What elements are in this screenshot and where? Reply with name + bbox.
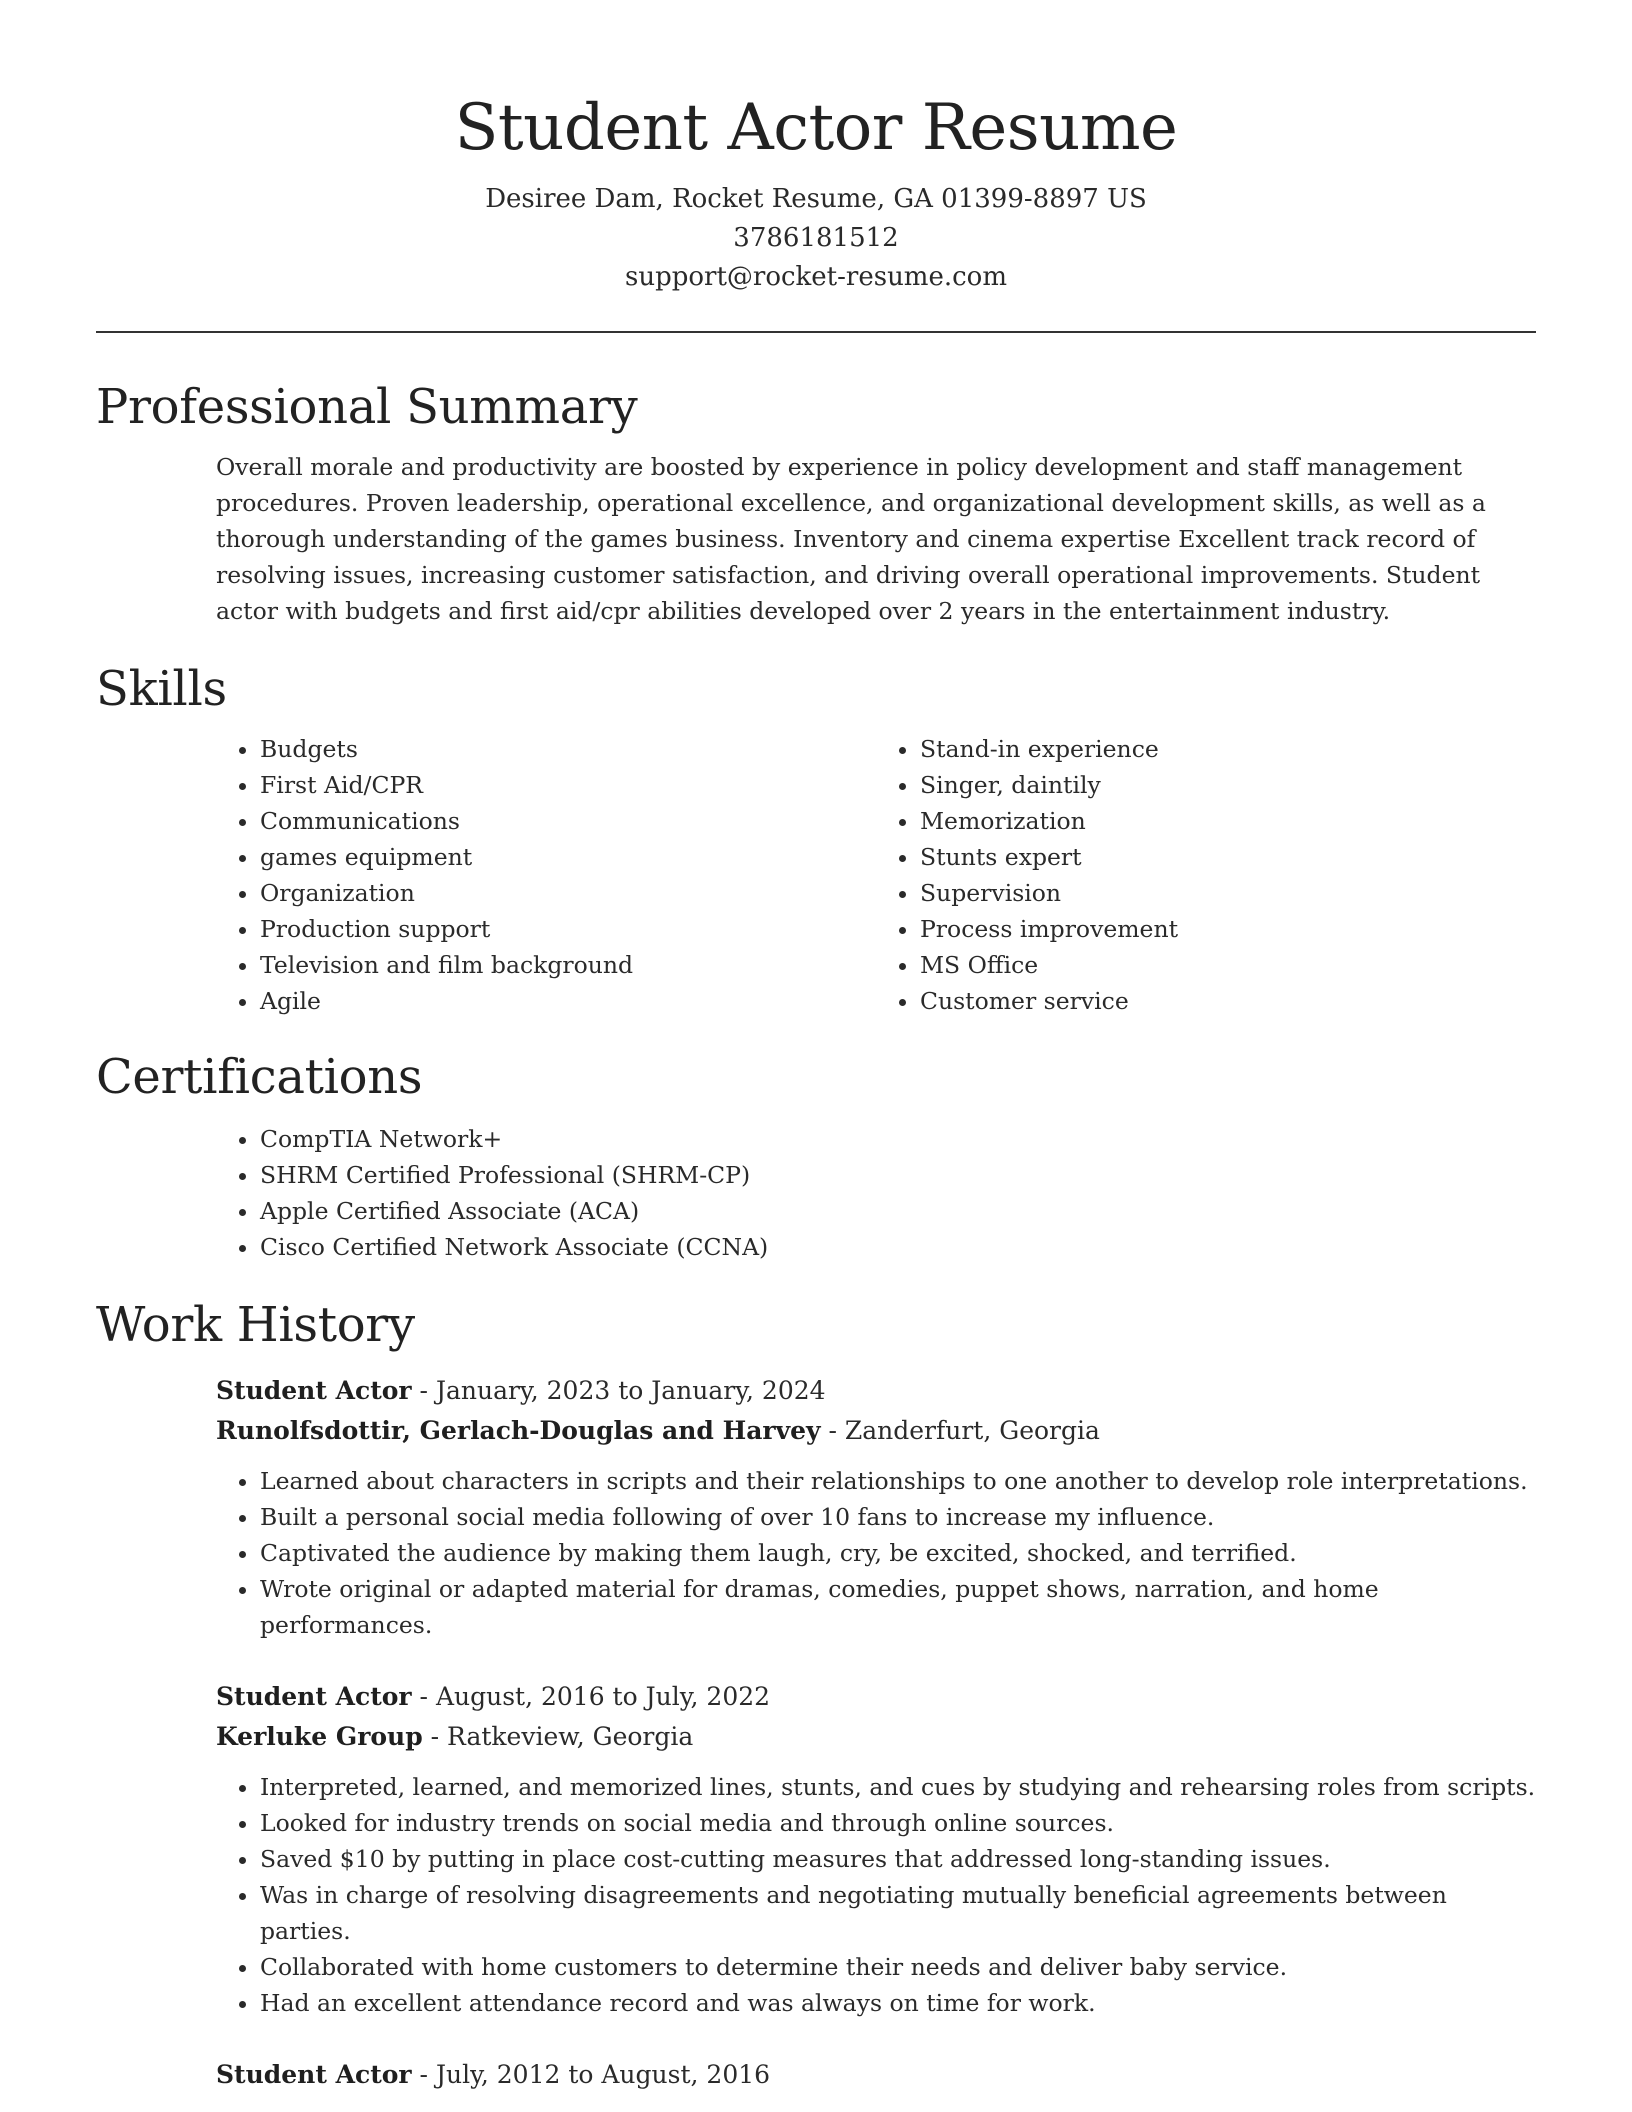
skill-item: • Supervision [920, 875, 1536, 911]
job-dates: - August, 2016 to July, 2022 [411, 1682, 771, 1711]
job-title: Student Actor [216, 1682, 412, 1711]
job-title-line [216, 2055, 1536, 2095]
job-company-line [216, 1717, 1536, 1757]
section-skills [96, 657, 1536, 1019]
contact-address: Desiree Dam, Rocket Resume, GA 01399-8897 US [485, 184, 1147, 214]
section-work-history [96, 1293, 1536, 2095]
job-company: Kerluke Group [216, 1722, 423, 1751]
job-entry [216, 2055, 1536, 2095]
skill-item: • Process improvement [920, 911, 1536, 947]
job-bullet: • Had an excellent attendance record and was always on time for work. [260, 1985, 1536, 2021]
skill-item: • Memorization [920, 803, 1536, 839]
job-bullet: • Captivated the audience by making them laugh, cry, be excited, shocked, and terrified. [260, 1535, 1536, 1571]
contact-block [96, 180, 1536, 297]
resume-header [96, 0, 1536, 297]
job-bullet: • Looked for industry trends on social media and through online sources. [260, 1805, 1536, 1841]
skills-list-right [876, 731, 1536, 1019]
section-certifications [96, 1045, 1536, 1265]
job-bullet-list [216, 1463, 1536, 1643]
certification-item: • CompTIA Network+ [260, 1121, 1536, 1157]
job-entry [216, 1677, 1536, 2021]
job-bullet: • Built a personal social media following of over 10 fans to increase my influence. [260, 1499, 1536, 1535]
job-location: - Zanderfurt, Georgia [820, 1416, 1100, 1445]
job-entry [216, 1371, 1536, 1643]
skill-item: • First Aid/CPR [260, 767, 876, 803]
job-title: Student Actor [216, 1376, 412, 1405]
job-dates: - July, 2012 to August, 2016 [411, 2060, 771, 2089]
job-title-line [216, 1371, 1536, 1411]
summary-text: Overall morale and productivity are boosted by experience in policy development and staff management procedures. Proven leadership, operational excellence, and organizational development skills, as well as a thorough understanding of the games business. Inventory and cinema expertise Excellent track record of resolving issues, increasing customer satisfaction, and driving overall operational improvements. Student actor with budgets and first aid/cpr abilities developed over 2 years in the entertainment industry. [216, 453, 1486, 625]
skill-item: • Stand-in experience [920, 731, 1536, 767]
job-location: - Ratkeview, Georgia [422, 1722, 694, 1751]
skill-item: • Communications [260, 803, 876, 839]
certifications-list [216, 1121, 1536, 1265]
skills-list-left [216, 731, 876, 1019]
job-bullet: • Learned about characters in scripts and their relationships to one another to develop role interpretations. [260, 1463, 1536, 1499]
certification-item: • Cisco Certified Network Associate (CCNA) [260, 1229, 1536, 1265]
contact-phone: 3786181512 [733, 223, 899, 253]
job-company: Runolfsdottir, Gerlach-Douglas and Harvey [216, 1416, 821, 1445]
certification-item: • Apple Certified Associate (ACA) [260, 1193, 1536, 1229]
skill-item: • games equipment [260, 839, 876, 875]
skill-item: • Singer, daintily [920, 767, 1536, 803]
job-bullet-list [216, 1769, 1536, 2021]
job-bullet: • Collaborated with home customers to determine their needs and deliver baby service. [260, 1949, 1536, 1985]
job-dates: - January, 2023 to January, 2024 [411, 1376, 826, 1405]
job-bullet: • Was in charge of resolving disagreements and negotiating mutually beneficial agreements between parties. [260, 1877, 1536, 1949]
section-heading-summary: Professional Summary [96, 379, 638, 435]
job-bullet: • Wrote original or adapted material for dramas, comedies, puppet shows, narration, and home performances. [260, 1571, 1536, 1643]
job-title-line [216, 1677, 1536, 1717]
skills-columns [216, 731, 1536, 1019]
job-company-line [216, 1411, 1536, 1451]
skill-item: • Agile [260, 983, 876, 1019]
job-bullet: • Interpreted, learned, and memorized lines, stunts, and cues by studying and rehearsing roles from scripts. [260, 1769, 1536, 1805]
document-title: Student Actor Resume [454, 91, 1178, 165]
header-divider [96, 331, 1536, 333]
section-heading-work-history: Work History [96, 1297, 415, 1353]
contact-email: support@rocket-resume.com [624, 262, 1007, 292]
skill-item: • Stunts expert [920, 839, 1536, 875]
section-professional-summary [96, 375, 1536, 629]
skill-item: • Production support [260, 911, 876, 947]
section-heading-skills: Skills [96, 661, 227, 717]
section-heading-certifications: Certifications [96, 1049, 423, 1105]
skill-item: • MS Office [920, 947, 1536, 983]
skill-item: • Organization [260, 875, 876, 911]
skill-item: • Customer service [920, 983, 1536, 1019]
skill-item: • Budgets [260, 731, 876, 767]
job-title: Student Actor [216, 2060, 412, 2089]
certification-item: • SHRM Certified Professional (SHRM-CP) [260, 1157, 1536, 1193]
skill-item: • Television and film background [260, 947, 876, 983]
job-bullet: • Saved $10 by putting in place cost-cutting measures that addressed long-standing issues. [260, 1841, 1536, 1877]
